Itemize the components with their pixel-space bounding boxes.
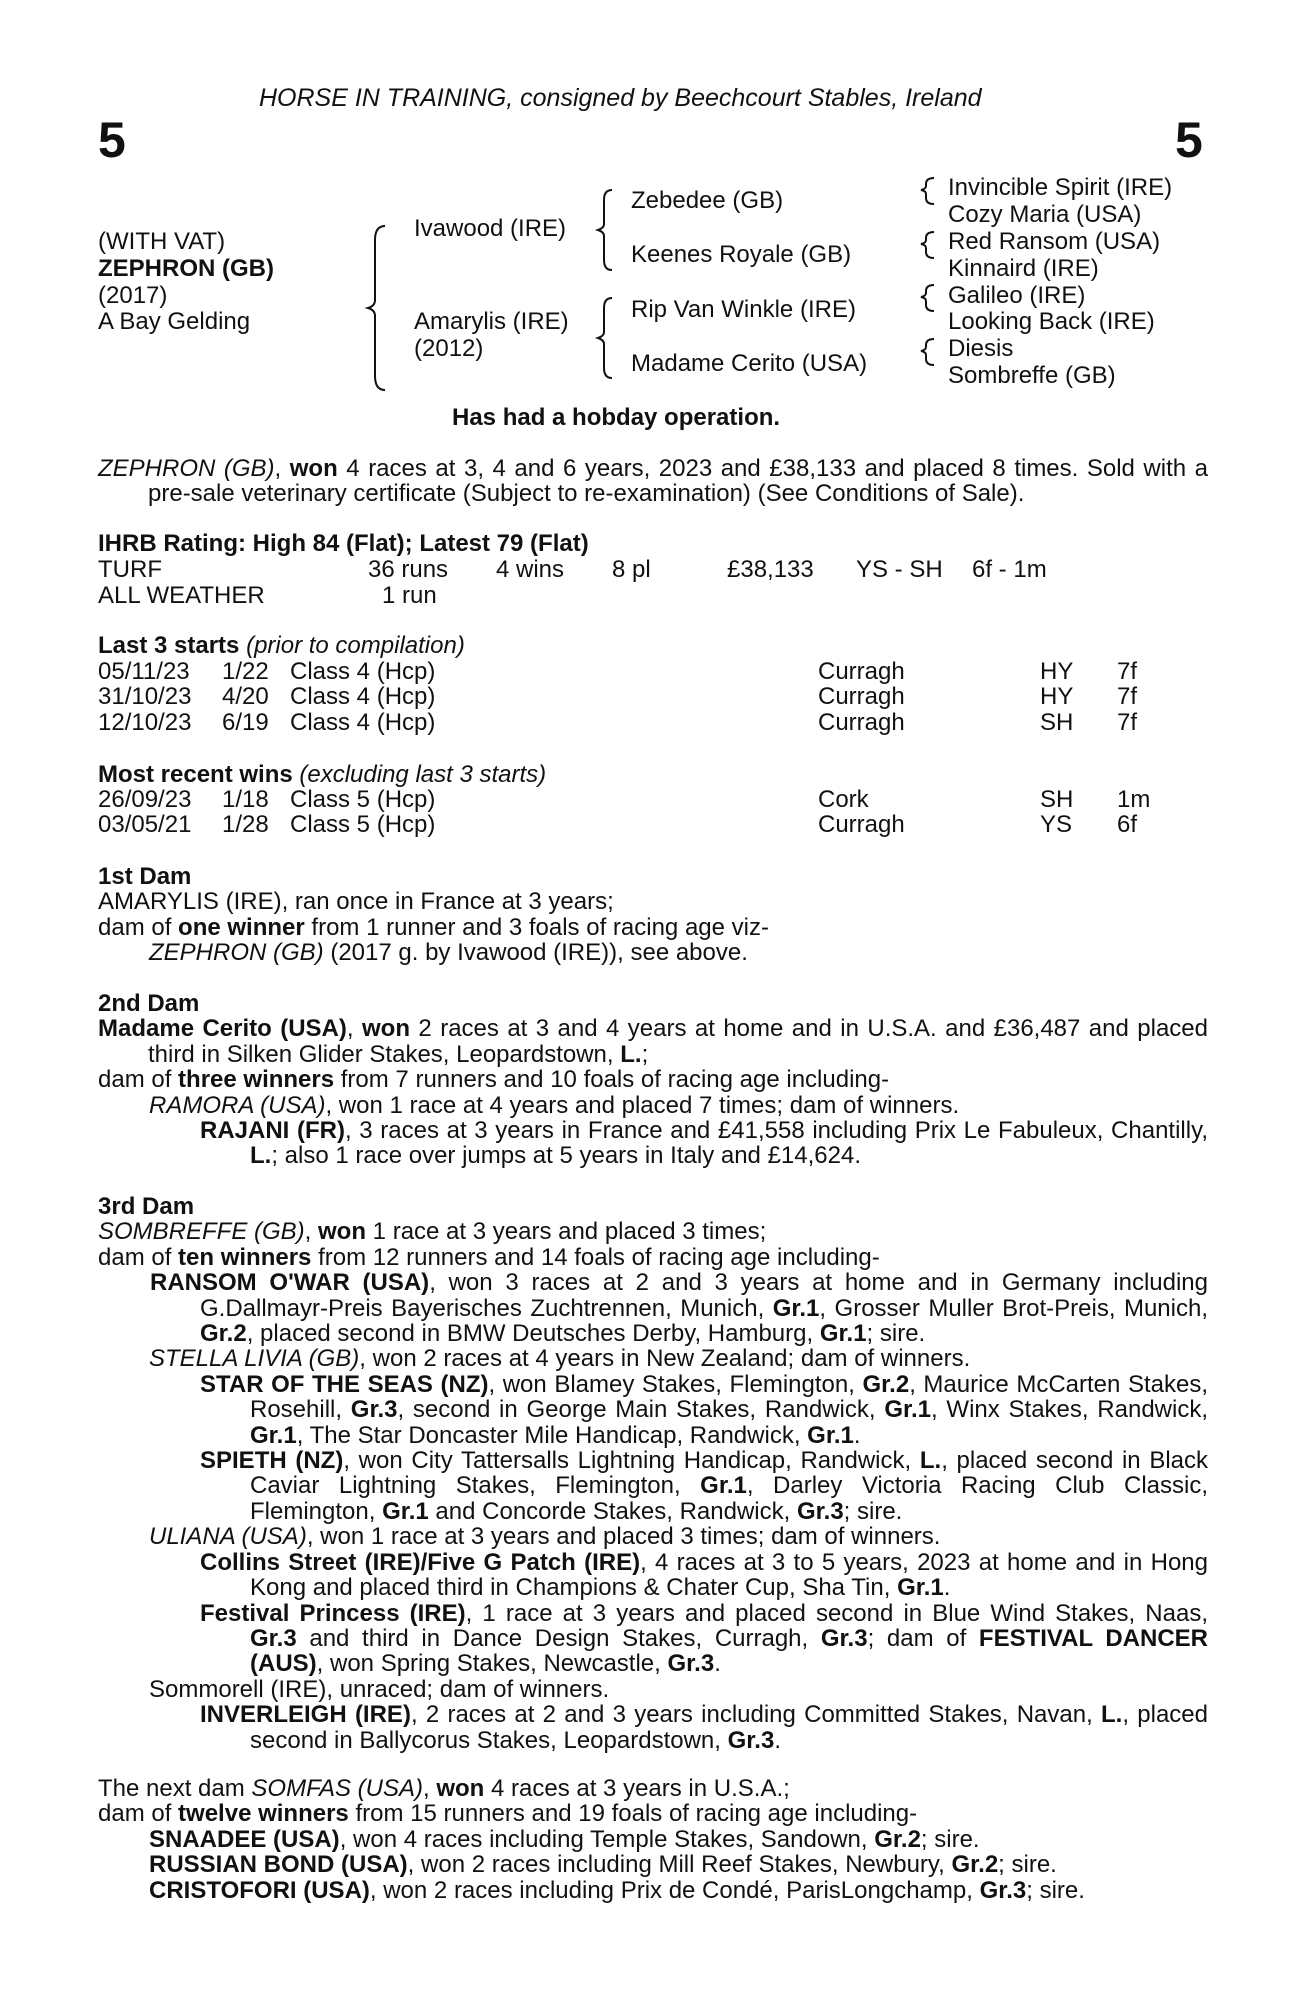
- great-grandparent-1: Invincible Spirit (IRE): [948, 174, 1173, 201]
- last3-row-going: SH: [1040, 708, 1074, 736]
- summary-won: won: [289, 455, 338, 482]
- third-dam-section: [98, 1194, 1208, 1753]
- lot-number-right: 5: [1175, 112, 1203, 168]
- first-dam-line2: dam of one winner from 1 runner and 3 foals of racing age viz-: [98, 913, 769, 941]
- progeny-spieth: SPIETH (NZ), won City Tattersalls Lightning Handicap, Randwick, L., placed second in Black Caviar Lightning Stakes, Flemington, Gr.1, Darley Victoria Racing Club Classic, Flemington, Gr.1 and Concorde Stakes, Randwick, Gr.3; sire.: [200, 1447, 1209, 1525]
- grandsire-1: Zebedee (GB): [631, 187, 784, 214]
- great-grandparent-8: Sombreffe (GB): [948, 362, 1116, 389]
- progeny-uliana: ULIANA (USA), won 1 race at 3 years and placed 3 times; dam of winners.: [149, 1523, 941, 1551]
- last-starts-heading: [98, 633, 465, 659]
- race-summary: ZEPHRON (GB), won 4 races at 3, 4 and 6 years, 2023 and £38,133 and placed 8 times. Sold with a pre-sale veterinary certificate (Subject to re-examination) (See Conditions of Sale).: [98, 455, 1208, 508]
- grandsire-2: Rip Van Winkle (IRE): [631, 296, 856, 323]
- first-dam-progeny: ZEPHRON (GB) (2017 g. by Ivawood (IRE)), see above.: [149, 939, 748, 967]
- progeny-sommorell: Sommorell (IRE), unraced; dam of winners.: [149, 1675, 610, 1703]
- great-grandparent-2: Cozy Maria (USA): [948, 201, 1142, 228]
- progeny-rajani: RAJANI (FR), 3 races at 3 years in France and £41,558 including Prix Le Fabuleux, Chantilly, L.; also 1 race over jumps at 5 years in Italy and £14,624.: [200, 1117, 1208, 1170]
- wins-row-course: Curragh: [818, 811, 905, 839]
- recent-wins-title: Most recent wins: [98, 761, 293, 788]
- turf-distance: 6f - 1m: [972, 556, 1047, 583]
- lot-number-left: 5: [98, 112, 126, 168]
- last3-row-course: Curragh: [818, 708, 905, 736]
- great-grandparent-6: Looking Back (IRE): [948, 308, 1155, 335]
- wins-row-date: 26/09/23: [98, 786, 192, 813]
- recent-wins-subtitle: (excluding last 3 starts): [292, 761, 547, 788]
- granddam-1: Keenes Royale (GB): [631, 241, 852, 268]
- last3-row-going: HY: [1040, 683, 1074, 711]
- great-grandparent-4: Kinnaird (IRE): [948, 255, 1099, 282]
- wins-row-pos: 1/28: [222, 811, 269, 839]
- wins-row-dist: 6f: [1117, 811, 1138, 839]
- last3-row-cls: Class 4 (Hcp): [290, 708, 436, 736]
- next-dam-record: The next dam SOMFAS (USA), won 4 races at 3 years in U.S.A.;: [98, 1775, 790, 1802]
- progeny-stella-livia: STELLA LIVIA (GB), won 2 races at 4 years in New Zealand; dam of winners.: [149, 1345, 971, 1373]
- last3-row-date: 31/10/23: [98, 683, 192, 711]
- dam-name: Amarylis (IRE): [414, 308, 569, 335]
- horse-description: A Bay Gelding: [98, 308, 251, 335]
- catalogue-header: HORSE IN TRAINING, consigned by Beechcourt Stables, Ireland: [259, 84, 982, 112]
- last3-row-cls: Class 4 (Hcp): [290, 683, 436, 711]
- great-grandparent-7: Diesis: [948, 335, 1014, 362]
- sire-name: Ivawood (IRE): [414, 215, 567, 242]
- last3-row-cls: Class 4 (Hcp): [290, 658, 436, 685]
- progeny-russian-bond: RUSSIAN BOND (USA), won 2 races including Mill Reef Stakes, Newbury, Gr.2; sire.: [149, 1851, 1057, 1879]
- dam-year: (2012): [414, 335, 484, 362]
- next-dam-produce: dam of twelve winners from 15 runners and 19 foals of racing age including-: [98, 1800, 918, 1828]
- second-dam-produce: dam of three winners from 7 runners and 10 foals of racing age including-: [98, 1066, 890, 1094]
- turf-wins: 4 wins: [496, 556, 565, 583]
- last3-row-date: 12/10/23: [98, 708, 192, 736]
- horse-name: ZEPHRON (GB): [98, 255, 274, 282]
- aw-runs: 1 run: [382, 582, 437, 609]
- last3-row-date: 05/11/23: [98, 658, 190, 685]
- wins-row-cls: Class 5 (Hcp): [290, 786, 436, 813]
- third-dam-title: 3rd Dam: [98, 1193, 195, 1220]
- progeny-snaadee: SNAADEE (USA), won 4 races including Temple Stakes, Sandown, Gr.2; sire.: [149, 1825, 980, 1853]
- wins-row-date: 03/05/21: [98, 811, 192, 839]
- granddam-2: Madame Cerito (USA): [631, 350, 868, 377]
- wins-row-cls: Class 5 (Hcp): [290, 811, 436, 839]
- last-starts-subtitle: (prior to compilation): [239, 632, 465, 659]
- third-dam-record: SOMBREFFE (GB), won 1 race at 3 years and placed 3 times;: [98, 1218, 767, 1246]
- last3-row-pos: 6/19: [222, 708, 269, 736]
- last3-row-course: Curragh: [818, 658, 905, 685]
- progeny-ransom-owar: RANSOM O'WAR (USA), won 3 races at 2 and 3 years at home and in Germany including G.Dallmayr-Preis Bayerisches Zuchtrennen, Munich, Gr.1, Grosser Muller Brot-Preis, Munich, Gr.2, placed second in BMW Deutsches Derby, Hamburg, Gr.1; sire.: [150, 1269, 1208, 1348]
- hobday-note: Has had a hobday operation.: [452, 404, 781, 431]
- progeny-festival-princess: Festival Princess (IRE), 1 race at 3 years and placed second in Blue Wind Stakes, Naas, Gr.3 and third in Dance Design Stakes, Curragh, Gr.3; dam of FESTIVAL DANCER (AUS), won Spring Stakes, Newcastle, Gr.3.: [200, 1599, 1209, 1678]
- last3-row-going: HY: [1040, 658, 1074, 685]
- vat-label: (WITH VAT): [98, 228, 226, 255]
- last3-row-dist: 7f: [1117, 708, 1138, 736]
- progeny-star-of-the-seas: STAR OF THE SEAS (NZ), won Blamey Stakes, Flemington, Gr.2, Maurice McCarten Stakes, Rosehill, Gr.3, second in George Main Stakes, Randwick, Gr.1, Winx Stakes, Randwick, Gr.1, The Star Doncaster Mile Handicap, Randwick, Gr.1.: [200, 1370, 1209, 1449]
- turf-prize-money: £38,133: [727, 556, 814, 583]
- last3-row-pos: 4/20: [222, 683, 269, 711]
- wins-row-going: SH: [1040, 786, 1074, 813]
- turf-runs: 36 runs: [368, 556, 449, 583]
- last3-row-dist: 7f: [1117, 683, 1138, 711]
- last-starts-title: Last 3 starts: [98, 632, 240, 659]
- wins-row-going: YS: [1040, 811, 1073, 839]
- progeny-cristofori: CRISTOFORI (USA), won 2 races including Prix de Condé, ParisLongchamp, Gr.3; sire.: [149, 1876, 1085, 1904]
- great-grandparent-3: Red Ransom (USA): [948, 228, 1161, 255]
- summary-horse-name: ZEPHRON (GB): [98, 455, 275, 482]
- first-dam-line1: AMARYLIS (IRE), ran once in France at 3 years;: [98, 888, 614, 916]
- progeny-ramora: RAMORA (USA), won 1 race at 4 years and placed 7 times; dam of winners.: [149, 1091, 960, 1119]
- recent-wins-heading: [98, 762, 546, 788]
- summary-text: 4 races at 3, 4 and 6 years, 2023 and £38,133 and placed 8 times. Sold with a pre-sale veterinary certificate (Subject to re-examination) (See Conditions of Sale).: [148, 455, 1208, 508]
- first-dam-section: [98, 864, 1208, 966]
- turf-placed: 8 pl: [612, 556, 651, 583]
- rating-title: IHRB Rating: High 84 (Flat); Latest 79 (Flat): [98, 530, 589, 557]
- last3-row-dist: 7f: [1117, 658, 1138, 685]
- third-dam-produce: dam of ten winners from 12 runners and 14 foals of racing age including-: [98, 1243, 880, 1271]
- first-dam-title: 1st Dam: [98, 863, 192, 890]
- turf-going: YS - SH: [856, 556, 943, 583]
- wins-row-course: Cork: [818, 786, 869, 813]
- progeny-collins-street: Collins Street (IRE)/Five G Patch (IRE), 4 races at 3 to 5 years, 2023 at home and in Hong Kong and placed third in Champions & Chater Cup, Sha Tin, Gr.1.: [200, 1548, 1208, 1602]
- second-dam-title: 2nd Dam: [98, 990, 200, 1017]
- last3-row-course: Curragh: [818, 683, 905, 711]
- aw-label: ALL WEATHER: [98, 582, 265, 609]
- next-dam-section: [98, 1776, 1208, 1903]
- second-dam-section: [98, 991, 1208, 1169]
- second-dam-record: Madame Cerito (USA), won 2 races at 3 and 4 years at home and in U.S.A. and £36,487 and placed third in Silken Glider Stakes, Leopardstown, L.;: [98, 1015, 1208, 1068]
- great-grandparent-5: Galileo (IRE): [948, 282, 1086, 309]
- turf-label: TURF: [98, 556, 162, 583]
- wins-row-dist: 1m: [1117, 786, 1151, 813]
- progeny-inverleigh: INVERLEIGH (IRE), 2 races at 2 and 3 years including Committed Stakes, Navan, L., placed second in Ballycorus Stakes, Leopardstown, Gr.3.: [200, 1701, 1208, 1754]
- horse-year: (2017): [98, 282, 168, 309]
- wins-row-pos: 1/18: [222, 786, 269, 813]
- last3-row-pos: 1/22: [222, 658, 269, 685]
